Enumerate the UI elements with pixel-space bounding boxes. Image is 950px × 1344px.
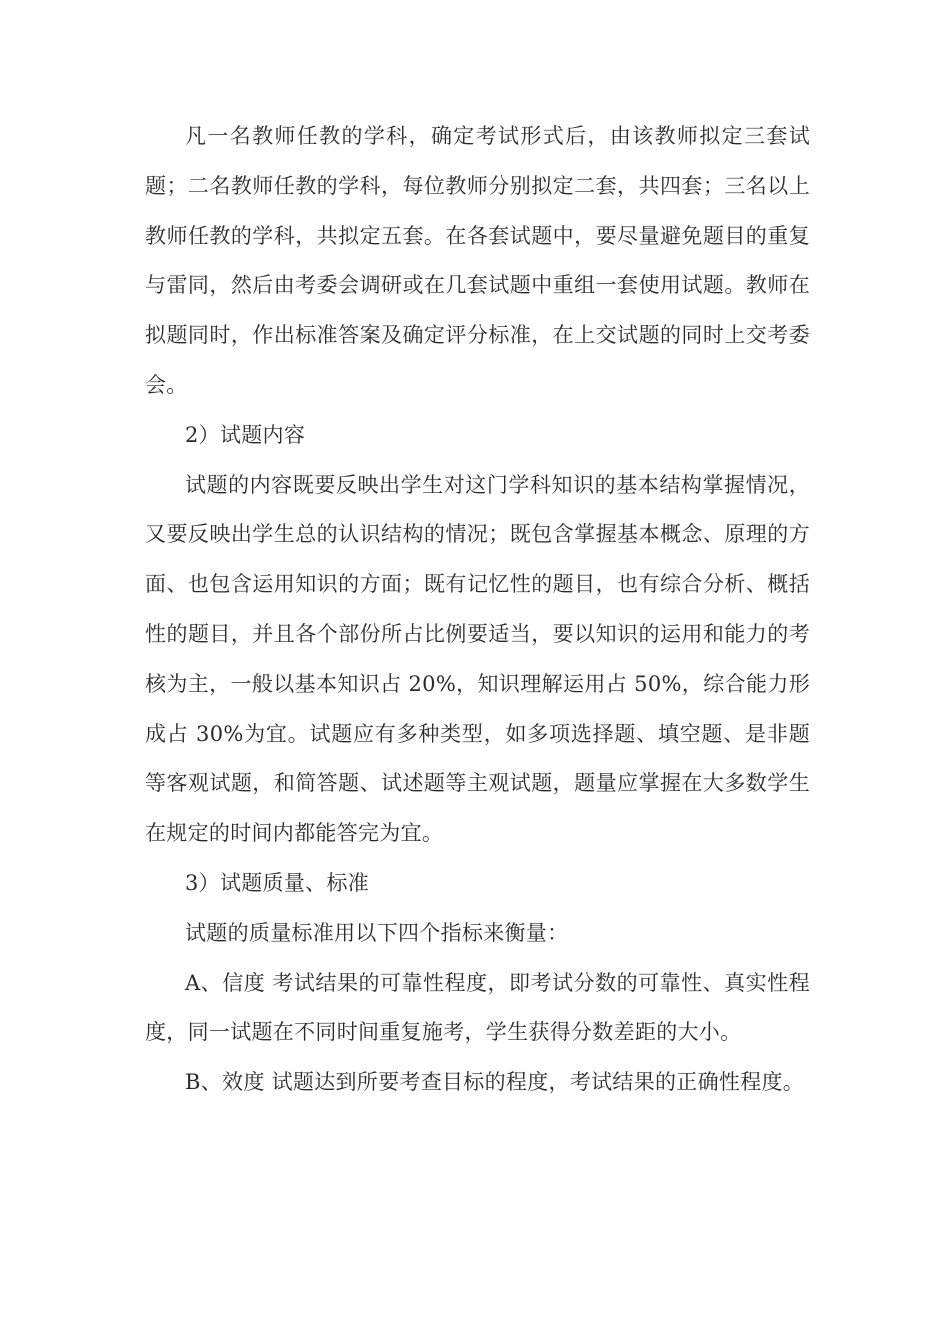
paragraph-reliability: A、信度 考试结果的可靠性程度，即考试分数的可靠性、真实性程度，同一试题在不同时间重复施考，学生获得分数差距的大小。 (145, 970, 810, 1045)
heading-exam-content: 2）试题内容 (185, 422, 306, 447)
document-body (145, 112, 810, 1108)
paragraph-exam-content: 试题的内容既要反映出学生对这门学科知识的基本结构掌握情况，又要反映出学生总的认识结构的情况；既包含掌握基本概念、原理的方面、也包含运用知识的方面；既有记忆性的题目，也有综合分析、概括性的题目，并且各个部份所占比例要适当，要以知识的运用和能力的考核为主，一般以基本知识占 20%，知识理解运用占 50%，综合能力形成占 30%为宜。试题应有多种类型，如多项选择题、填空题、是非题等客观试题，和简答题、试述题等主观试题，题量应掌握在大多数学生在规定的时间内都能答完为宜。 (145, 472, 810, 846)
paragraph-exam-drafting: 凡一名教师任教的学科，确定考试形式后，由该教师拟定三套试题；二名教师任教的学科，每位教师分别拟定二套，共四套；三名以上教师任教的学科，共拟定五套。在各套试题中，要尽量避免题目的重复与雷同，然后由考委会调研或在几套试题中重组一套使用试题。教师在拟题同时，作出标准答案及确定评分标准，在上交试题的同时上交考委会。 (145, 124, 810, 397)
heading-exam-quality: 3）试题质量、标准 (185, 870, 370, 895)
paragraph-quality-intro: 试题的质量标准用以下四个指标来衡量： (185, 920, 569, 945)
paragraph-validity: B、效度 试题达到所要考查目标的程度，考试结果的正确性程度。 (185, 1070, 805, 1095)
